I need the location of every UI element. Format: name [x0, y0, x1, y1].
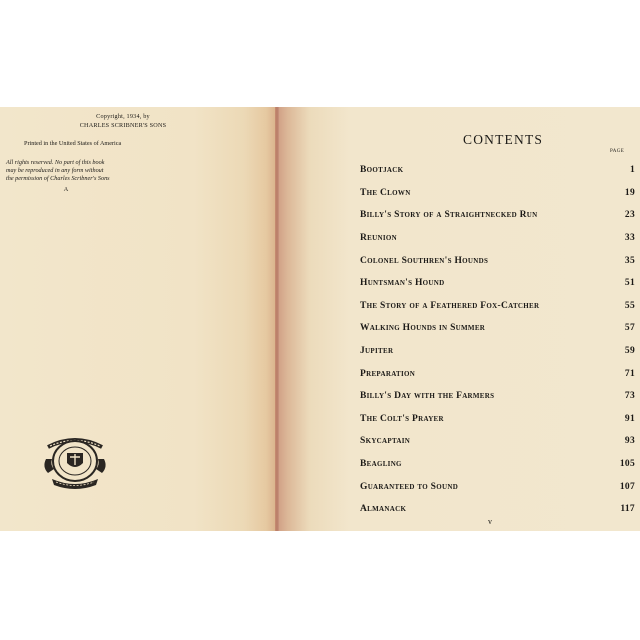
toc-entry — [360, 295, 637, 318]
page-folio: v — [488, 517, 492, 526]
toc-entry-title: Almanack — [360, 504, 407, 515]
toc-entry-page: 105 — [619, 459, 635, 470]
toc-entry-page: 107 — [619, 481, 635, 492]
copyright-notice — [18, 113, 228, 130]
toc-entry-page: 19 — [624, 187, 635, 198]
table-of-contents — [360, 159, 637, 521]
contents-title: CONTENTS — [463, 132, 544, 147]
toc-entry-title: Preparation — [360, 368, 416, 379]
toc-entry-page: 33 — [624, 233, 635, 244]
toc-entry-page: 1 — [629, 165, 635, 176]
toc-entry-page: 57 — [624, 323, 635, 334]
toc-entry-page: 71 — [624, 368, 635, 379]
toc-entry — [360, 227, 637, 250]
edition-letter: A — [63, 186, 69, 193]
toc-entry-title: The Colt's Prayer — [360, 413, 444, 424]
toc-entry-title: Reunion — [360, 233, 397, 244]
toc-entry — [360, 249, 637, 272]
toc-entry-page: 55 — [624, 300, 635, 311]
toc-entry — [360, 498, 637, 521]
page-column-header: PAGE — [610, 149, 625, 154]
toc-entry-title: Bootjack — [360, 165, 404, 176]
rights-line-2: may be reproduced in any form without — [6, 167, 104, 174]
toc-entry-title: The Clown — [360, 187, 411, 198]
toc-entry — [360, 317, 637, 340]
open-book — [0, 107, 640, 531]
toc-entry — [360, 475, 637, 498]
toc-entry-title: The Story of a Feathered Fox-Catcher — [360, 300, 540, 311]
toc-entry — [360, 430, 637, 453]
copyright-line-1: Copyright, 1934, by — [96, 113, 150, 120]
toc-entry — [360, 272, 637, 295]
toc-entry — [360, 159, 637, 182]
toc-entry-page: 35 — [624, 255, 635, 266]
toc-entry-page: 73 — [624, 391, 635, 402]
printed-in-notice: Printed in the United States of America — [24, 140, 122, 147]
rights-notice — [6, 159, 221, 194]
toc-entry — [360, 453, 637, 476]
toc-entry — [360, 204, 637, 227]
toc-entry-page: 91 — [624, 413, 635, 424]
rights-line-3: the permission of Charles Scribner's Sons — [6, 175, 110, 182]
publisher-seal-icon — [40, 429, 110, 491]
toc-entry — [360, 385, 637, 408]
toc-entry — [360, 340, 637, 363]
toc-entry-page: 59 — [624, 346, 635, 357]
copyright-line-2: CHARLES SCRIBNER'S SONS — [79, 121, 167, 129]
toc-entry-page: 23 — [624, 210, 635, 221]
toc-entry-title: Billy's Day with the Farmers — [360, 391, 495, 402]
rights-line-1: All rights reserved. No part of this book — [6, 159, 105, 166]
toc-entry-page: 93 — [624, 436, 635, 447]
toc-entry-title: Colonel Southren's Hounds — [360, 255, 489, 266]
left-page — [0, 107, 277, 531]
toc-entry-title: Beagling — [360, 459, 402, 470]
toc-entry-title: Guaranteed to Sound — [360, 481, 459, 492]
toc-entry — [360, 362, 637, 385]
toc-entry-title: Huntsman's Hound — [360, 278, 445, 289]
toc-entry-title: Billy's Story of a Straightnecked Run — [360, 210, 538, 221]
book-gutter — [275, 107, 279, 531]
toc-entry — [360, 182, 637, 205]
toc-entry-title: Walking Hounds in Summer — [360, 323, 486, 334]
toc-entry-title: Jupiter — [360, 346, 394, 357]
toc-entry — [360, 408, 637, 431]
toc-entry-page: 117 — [620, 504, 635, 515]
toc-entry-title: Skycaptain — [360, 436, 411, 447]
toc-entry-page: 51 — [624, 278, 635, 289]
